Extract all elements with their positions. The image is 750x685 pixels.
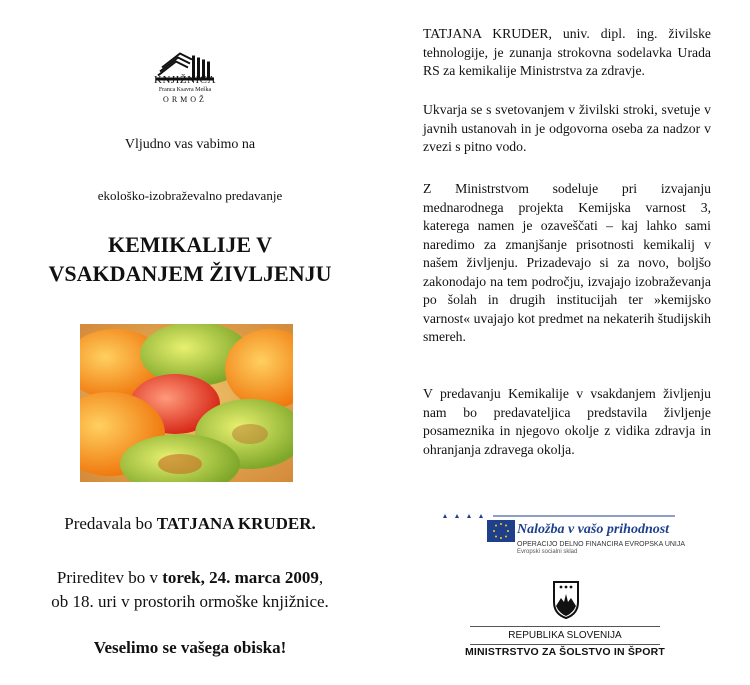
date-suffix: , (318, 568, 324, 587)
project-paragraph: Z Ministrstvom sodeluje pri izvajanju mednarodnega projekta Kemijska varnost 3, katerega namen je ozaveščati – kaj lahko sami naredimo za zmanjšanje prisotnosti kemikalij v našem življenju. Prizadevajo si za novo, boljšo zakonodajo na tem področju, izvajajo izobraževanja po šolah in drugih institucijah ter »kemijsko varnost« uvajajo kot predmet na nekaterih študijskih smereh. (423, 181, 711, 344)
eu-fund-name: Evropski socialni sklad (517, 549, 578, 555)
event-date: torek, 24. marca 2009 (162, 568, 319, 587)
speaker-prefix: Predavala bo (64, 514, 157, 533)
slovenia-coat-of-arms-icon (551, 580, 581, 620)
divider (470, 644, 660, 645)
welcome-text: Veselimo se vašega obiska! (93, 638, 287, 657)
invitation-text: Vljudno vas vabimo na (124, 137, 256, 152)
event-title-line-1: KEMIKALIJE V (107, 232, 272, 257)
event-location: ob 18. uri v prostorih ormoške knjižnice. (51, 592, 329, 611)
book-stack-icon (148, 30, 228, 105)
speaker-bio-paragraph: TATJANA KRUDER, univ. dipl. ing. živilske tehnologije, je zunanja strokovna sodelavka Urada RS za kemikalije Ministrstva za zdravje. (423, 26, 711, 78)
event-title-line-2: VSAKDANJEM ŽIVLJENJU (48, 261, 332, 286)
eu-slogan: Naložba v vašo prihodnost (517, 522, 670, 537)
ministry-name: MINISTRSTVO ZA ŠOLSTVO IN ŠPORT (464, 646, 666, 658)
date-prefix: Prireditev bo v (56, 568, 163, 587)
library-town: ORMOŽ (163, 95, 207, 104)
event-date-line (20, 568, 360, 588)
event-type: ekološko-izobraževalno predavanje (97, 188, 283, 203)
gummy-candies-photo (80, 324, 293, 482)
library-name: KNJIŽNICA (154, 74, 216, 86)
speaker-work-paragraph: Ukvarja se s svetovanjem v živilski stroki, svetuje v javnih ustanovah in je odgovorna oseba za nadzor v zvezi s pitno vodo. (423, 102, 711, 154)
lecture-paragraph: V predavanju Kemikalije v vsakdanjem življenju nam bo predavateljica predstavila življenje posameznika in njegovo okolje z vidika zdravja in ohranjanja zdravega okolja. (423, 386, 711, 457)
republic-name: REPUBLIKA SLOVENIJA (508, 630, 622, 641)
speaker-line (30, 514, 350, 534)
divider (470, 626, 660, 627)
speaker-name: TATJANA KRUDER. (156, 514, 316, 533)
library-subtitle: Franca Ksavra Meška (158, 87, 212, 93)
eu-funding-note: OPERACIJO DELNO FINANCIRA EVROPSKA UNIJA (517, 541, 686, 548)
